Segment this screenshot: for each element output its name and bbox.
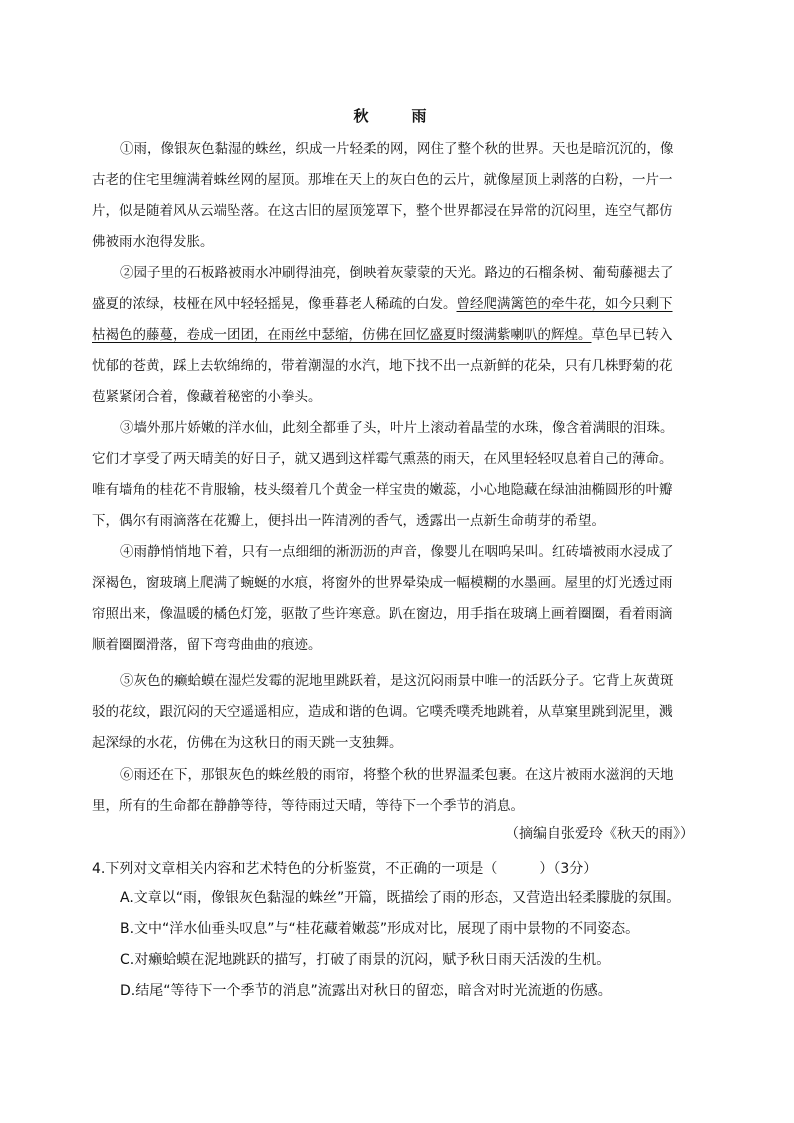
paragraph-line: 唯有墙角的桂花不肯服输，枝头缀着几个黄金一样宝贵的嫩蕊，小心地隐藏在绿油油椭圆形的叶瓣	[92, 482, 673, 498]
paragraph-line	[92, 320, 702, 351]
paragraph-line: 它们才享受了两天晴美的好日子，就又遇到这样霉气熏蒸的雨天，在风里轻轻叹息着自己的薄命。	[92, 451, 673, 467]
paragraph-line: 顺着圈圈滑落，留下弯弯曲曲的痕迹。	[92, 637, 322, 653]
paragraph-line: 古老的住宅里缠满着蛛丝网的屋顶。那堆在天上的灰白色的云片，就像屋顶上剥落的白粉，一片一	[92, 172, 673, 188]
paragraph-line: ④雨静悄悄地下着，只有一点细细的淅沥沥的声音，像婴儿在咽呜呆叫。红砖墙被雨水浸成了	[120, 544, 674, 560]
paragraph-line: 帘照出来，像温暖的橘色灯笼，驱散了些许寒意。趴在窗边，用手指在玻璃上画着圈圈，看着雨滴	[92, 606, 673, 622]
option-d: D.结尾“等待下一个季节的消息”流露出对秋日的留恋，暗含对时光流逝的伤感。	[120, 983, 612, 999]
paragraph-line: ⑥雨还在下，那银灰色的蛛丝般的雨帘，将整个秋的世界温柔包裹。在这片被雨水滋润的天地	[120, 767, 674, 783]
paragraph-line	[92, 289, 702, 320]
paragraph-line: 下，偶尔有雨滴落在花瓣上，便抖出一阵清冽的香气，透露出一点新生命萌芽的希望。	[92, 513, 605, 529]
source-citation: （摘编自张爱玲《秋天的雨》）	[505, 826, 694, 842]
underlined-sentence: 曾经爬满篱笆的牵牛花，如今只剩下	[456, 296, 673, 312]
paragraph-1	[92, 134, 702, 258]
paragraph-line: ⑤灰色的癞蛤蟆在湿烂发霉的泥地里跳跃着，是这沉闷雨景中唯一的活跃分子。它背上灰黄斑	[120, 673, 674, 689]
paragraph-line: 驳的花纹，跟沉闷的天空遥遥相应，造成和谐的色调。它噗秃噗秃地跳着，从草窠里跳到泥里，溅	[92, 704, 673, 720]
paragraph-line: ③墙外那片娇嫩的洋水仙，此刻全都垂了头，叶片上滚动着晶莹的水珠，像含着满眼的泪珠。	[120, 420, 674, 436]
line-text: 盛夏的浓绿，枝桠在风中轻轻摇晃，像垂暮老人稀疏的白发。	[92, 296, 457, 312]
option-c: C.对癞蛤蟆在泥地跳跃的描写，打破了雨景的沉闷，赋予秋日雨天活泼的生机。	[120, 952, 611, 968]
paragraph-line: 佛被雨水泡得发胀。	[92, 234, 214, 250]
option-a: A.文章以“雨，像银灰色黏湿的蛛丝”开篇，既描绘了雨的形态，又营造出轻柔朦胧的氛围。	[120, 890, 681, 906]
line-text: 草色早已转入	[591, 327, 673, 343]
question-4	[92, 855, 712, 1007]
paragraph-line: 苞紧紧闭合着，像藏着秘密的小拳头。	[92, 389, 322, 405]
paragraph-line: 里，所有的生命都在静静等待，等待雨过天晴，等待下一个季节的消息。	[92, 798, 524, 814]
paragraph-line: 深褐色，窗玻璃上爬满了蜿蜒的水痕，将窗外的世界晕染成一幅模糊的水墨画。屋里的灯光透过雨	[92, 575, 673, 591]
option-b: B.文中“洋水仙垂头叹息”与“桂花藏着嫩蕊”形成对比，展现了雨中景物的不同姿态。	[120, 921, 640, 937]
question-stem: 4.下列对文章相关内容和艺术特色的分析鉴赏，不正确的一项是（ ）（3分）	[92, 861, 598, 877]
paragraph-3	[92, 413, 702, 537]
paragraph-2	[92, 258, 702, 413]
paragraph-line: 起深绿的水花，仿佛在为这秋日的雨天跳一支独舞。	[92, 735, 403, 751]
paragraph-line: 忧郁的苍黄，踩上去软绵绵的，带着潮湿的水汽，地下找不出一点新鲜的花朵，只有几株野菊的花	[92, 358, 673, 374]
paragraph-4	[92, 537, 702, 661]
paragraph-line: ②园子里的石板路被雨水冲刷得油亮，倒映着灰蒙蒙的天光。路边的石榴条树、葡萄藤褪去了	[120, 265, 674, 281]
paragraph-line: ①雨，像银灰色黏湿的蛛丝，织成一片轻柔的网，网住了整个秋的世界。天也是暗沉沉的，像	[120, 141, 674, 157]
underlined-sentence: 枯褐色的藤蔓，卷成一团团，在雨丝中瑟缩，仿佛在回忆盛夏时缀满紫喇叭的辉煌。	[92, 327, 592, 343]
paragraph-6	[92, 760, 702, 822]
paragraph-line: 片，似是随着风从云端坠落。在这古旧的屋顶笼罩下，整个世界都浸在异常的沉闷里，连空气都仿	[92, 203, 673, 219]
article-title: 秋 雨	[353, 107, 441, 125]
paragraph-5	[92, 666, 702, 759]
